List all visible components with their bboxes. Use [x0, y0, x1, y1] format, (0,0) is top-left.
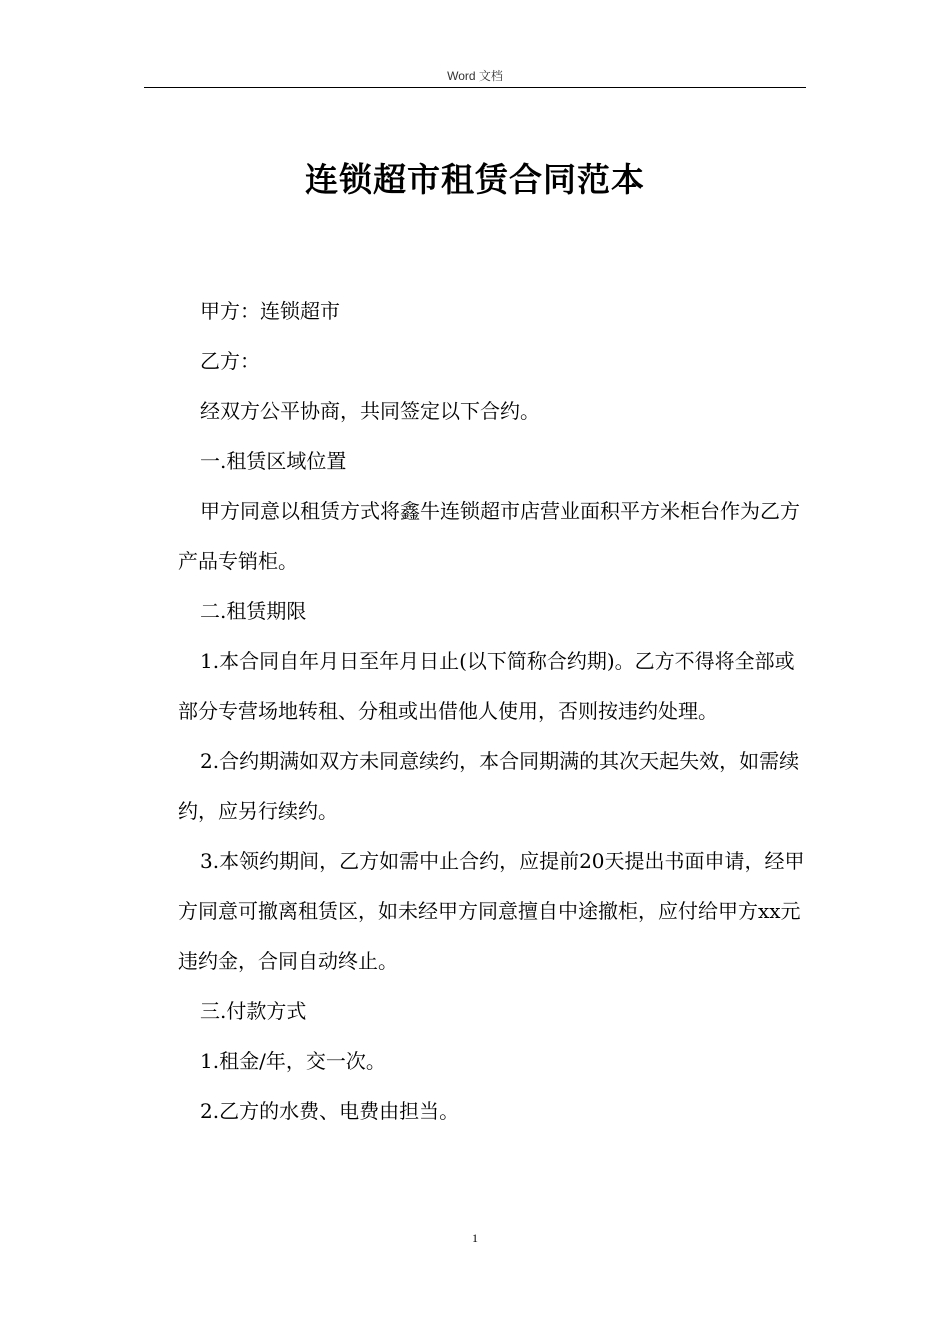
lease-term-clause-3: 3.本领约期间，乙方如需中止合约，应提前20天提出书面申请，经甲方同意可撤离租赁区，如未经甲方同意擅自中途撤柜，应付给甲方xx元违约金，合同自动终止。: [178, 849, 805, 973]
section-heading-lease-term: 二.租赁期限: [200, 599, 307, 623]
lease-location-paragraph: 甲方同意以租赁方式将鑫牛连锁超市店营业面积平方米柜台作为乙方产品专销柜。: [178, 499, 800, 573]
payment-clause-2: 2.乙方的水费、电费由担当。: [200, 1099, 460, 1123]
payment-clause-1: 1.租金/年，交一次。: [200, 1049, 386, 1073]
section-heading-payment: 三.付款方式: [200, 999, 307, 1023]
document-body: [178, 286, 808, 1136]
party-b-line: 乙方：: [200, 349, 260, 373]
party-a-line: 甲方：连锁超市: [200, 299, 340, 323]
page-number: 1: [472, 1231, 478, 1245]
section-heading-lease-location: 一.租赁区域位置: [200, 449, 347, 473]
page-header-label: Word 文档: [447, 69, 503, 83]
lease-term-clause-2: 2.合约期满如双方未同意续约，本合同期满的其次天起失效，如需续约，应另行续约。: [178, 749, 800, 823]
preamble-paragraph: 经双方公平协商，共同签定以下合约。: [200, 399, 540, 423]
header-divider: [144, 87, 806, 88]
document-title: 连锁超市租赁合同范本: [305, 160, 645, 199]
lease-term-clause-1: 1.本合同自年月日至年月日止(以下简称合约期)。乙方不得将全部或部分专营场地转租、分租或出借他人使用，否则按违约处理。: [178, 649, 795, 723]
